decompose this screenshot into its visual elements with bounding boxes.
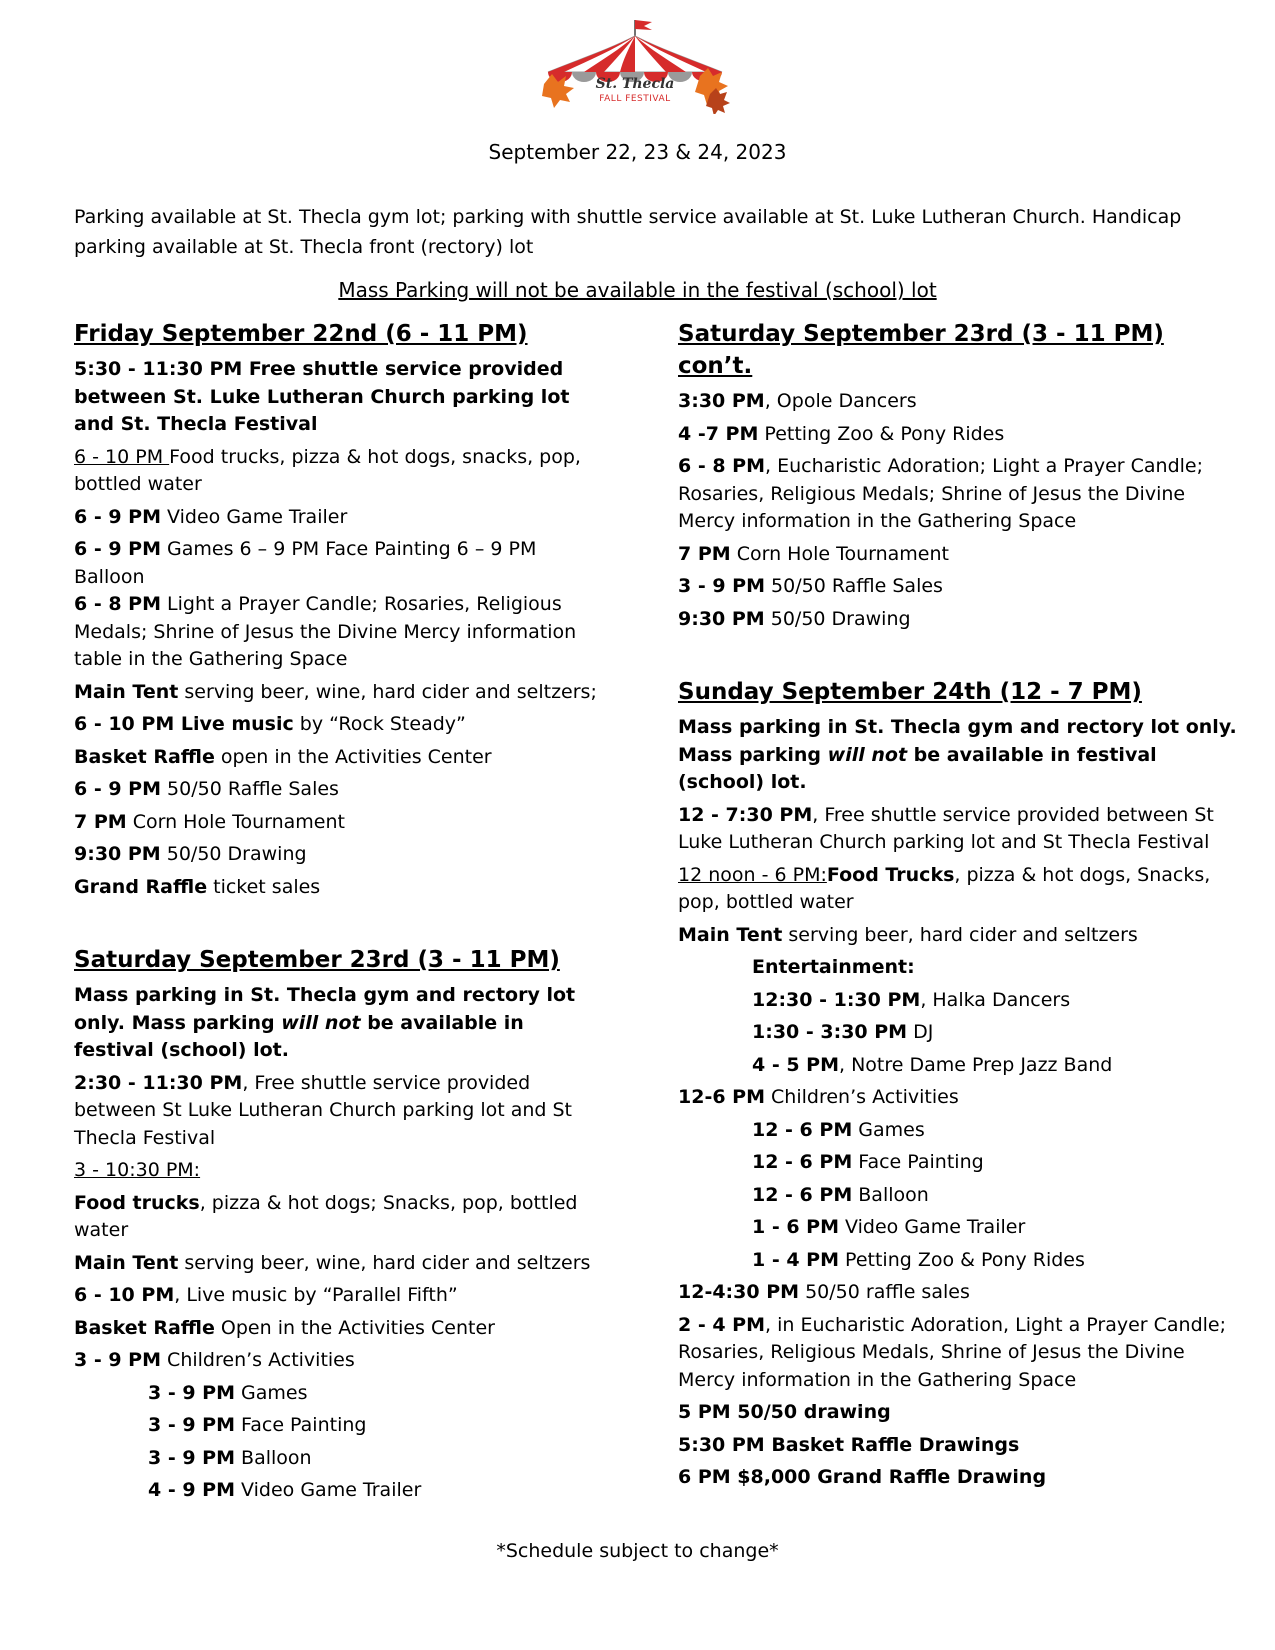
friday-live-music: 6 - 10 PM Live music by “Rock Steady” bbox=[74, 713, 466, 735]
saturday-petting-zoo: 4 -7 PM Petting Zoo & Pony Rides bbox=[678, 422, 1005, 445]
friday-main-tent: Main Tent serving beer, wine, hard cider and seltzers; bbox=[74, 680, 597, 703]
saturday-basket-raffle: Basket Raffle Open in the Activities Center bbox=[74, 1316, 495, 1339]
friday-basket-raffle: Basket Raffle open in the Activities Center bbox=[74, 745, 492, 768]
friday-shuttle: 5:30 - 11:30 PM Free shuttle service provided between St. Luke Lutheran Church parking lot and St. Thecla Festival bbox=[74, 358, 570, 435]
sunday-raffle-sales: 12-4:30 PM 50/50 raffle sales bbox=[678, 1281, 970, 1303]
friday-grand-raffle: Grand Raffle ticket sales bbox=[74, 875, 321, 898]
saturday-corn-hole: 7 PM Corn Hole Tournament bbox=[678, 542, 949, 565]
saturday-balloon: 3 - 9 PM Balloon bbox=[148, 1446, 312, 1469]
saturday-face-painting: 3 - 9 PM Face Painting bbox=[148, 1414, 367, 1436]
parking-note: Parking available at St. Thecla gym lot; parking with shuttle service available at St. Luke Lutheran Church. Handicap parking available at St. Thecla front (rectory) lot bbox=[74, 206, 1182, 258]
friday-video-game: 6 - 9 PM Video Game Trailer bbox=[74, 505, 348, 528]
saturday-time-block: 3 - 10:30 PM: bbox=[74, 1159, 201, 1181]
sunday-grand-raffle: 6 PM $8,000 Grand Raffle Drawing bbox=[678, 1466, 1047, 1488]
saturday-heading: Saturday September 23rd (3 - 11 PM) bbox=[74, 947, 560, 973]
saturday-children: 3 - 9 PM Children’s Activities bbox=[74, 1349, 355, 1371]
saturday-drawing: 9:30 PM 50/50 Drawing bbox=[678, 607, 911, 630]
friday-heading: Friday September 22nd (6 - 11 PM) bbox=[74, 321, 528, 347]
saturday-games: 3 - 9 PM Games bbox=[148, 1381, 308, 1404]
sunday-entertainment: Entertainment: bbox=[752, 956, 915, 978]
logo-title: St. Thecla bbox=[595, 76, 675, 92]
sunday-mass-parking: Mass parking in St. Thecla gym and rectory lot only. Mass parking will not be available in festival (school) lot. bbox=[678, 716, 1237, 793]
sunday-basket-drawings: 5:30 PM Basket Raffle Drawings bbox=[678, 1433, 1020, 1456]
sunday-main-tent: Main Tent serving beer, hard cider and seltzers bbox=[678, 923, 1138, 946]
saturday-food: Food trucks, pizza & hot dogs; Snacks, pop, bottled water bbox=[74, 1191, 578, 1241]
saturday-cont-heading: Saturday September 23rd (3 - 11 PM) con’t. bbox=[678, 321, 1164, 379]
friday-prayer: 6 - 8 PM Light a Prayer Candle; Rosaries, Religious Medals; Shrine of Jesus the Divine Mercy information table in the Gathering Space bbox=[74, 593, 577, 670]
sunday-video-game: 1 - 6 PM Video Game Trailer bbox=[752, 1216, 1026, 1238]
friday-corn-hole: 7 PM Corn Hole Tournament bbox=[74, 810, 345, 833]
friday-drawing: 9:30 PM 50/50 Drawing bbox=[74, 843, 307, 865]
schedule-footnote: *Schedule subject to change* bbox=[496, 1540, 779, 1562]
saturday-live-music: 6 - 10 PM, Live music by “Parallel Fifth” bbox=[74, 1284, 458, 1306]
sunday-children: 12-6 PM Children’s Activities bbox=[678, 1086, 959, 1108]
saturday-video-game: 4 - 9 PM Video Game Trailer bbox=[148, 1479, 422, 1501]
left-column bbox=[74, 318, 604, 1510]
sunday-food: 12 noon - 6 PM:Food Trucks, pizza & hot dogs, Snacks, pop, bottled water bbox=[678, 863, 1211, 913]
saturday-adoration: 6 - 8 PM, Eucharistic Adoration; Light a Prayer Candle; Rosaries, Religious Medals; Shrine of Jesus the Divine Mercy information in the Gathering Space bbox=[678, 455, 1203, 532]
mass-parking-note: Mass Parking will not be available in the festival (school) lot bbox=[338, 278, 937, 302]
sunday-heading: Sunday September 24th (12 - 7 PM) bbox=[678, 679, 1142, 705]
sunday-drawing: 5 PM 50/50 drawing bbox=[678, 1401, 891, 1423]
saturday-main-tent: Main Tent serving beer, wine, hard cider and seltzers bbox=[74, 1251, 591, 1274]
saturday-opole: 3:30 PM, Opole Dancers bbox=[678, 390, 917, 412]
sunday-adoration: 2 - 4 PM, in Eucharistic Adoration, Light a Prayer Candle; Rosaries, Religious Medals, Shrine of Jesus the Divine Mercy information in the Gathering Space bbox=[678, 1313, 1226, 1391]
friday-games: 6 - 9 PM Games 6 – 9 PM Face Painting 6 – 9 PM Balloon bbox=[74, 538, 537, 588]
friday-raffle-sales: 6 - 9 PM 50/50 Raffle Sales bbox=[74, 778, 339, 800]
sunday-dj: 1:30 - 3:30 PM DJ bbox=[752, 1021, 934, 1043]
sunday-face-painting: 12 - 6 PM Face Painting bbox=[752, 1151, 984, 1173]
festival-logo bbox=[540, 14, 730, 114]
saturday-raffle-sales: 3 - 9 PM 50/50 Raffle Sales bbox=[678, 575, 943, 597]
saturday-shuttle: 2:30 - 11:30 PM, Free shuttle service provided between St Luke Lutheran Church parking lot and St Thecla Festival bbox=[74, 1071, 573, 1149]
saturday-mass-parking: Mass parking in St. Thecla gym and rectory lot only. Mass parking will not be available in festival (school) lot. bbox=[74, 984, 576, 1061]
sunday-petting-zoo: 1 - 4 PM Petting Zoo & Pony Rides bbox=[752, 1248, 1085, 1271]
friday-food: 6 - 10 PM Food trucks, pizza & hot dogs, snacks, pop, bottled water bbox=[74, 445, 581, 495]
sunday-balloon: 12 - 6 PM Balloon bbox=[752, 1183, 929, 1206]
festival-dates: September 22, 23 & 24, 2023 bbox=[488, 140, 787, 164]
right-column bbox=[678, 318, 1238, 1497]
sunday-games: 12 - 6 PM Games bbox=[752, 1118, 925, 1141]
logo-subtitle: FALL FESTIVAL bbox=[599, 94, 671, 104]
sunday-jazz-band: 4 - 5 PM, Notre Dame Prep Jazz Band bbox=[752, 1053, 1113, 1076]
sunday-shuttle: 12 - 7:30 PM, Free shuttle service provided between St Luke Lutheran Church parking lot and St Thecla Festival bbox=[678, 803, 1214, 853]
sunday-halka: 12:30 - 1:30 PM, Halka Dancers bbox=[752, 988, 1071, 1011]
